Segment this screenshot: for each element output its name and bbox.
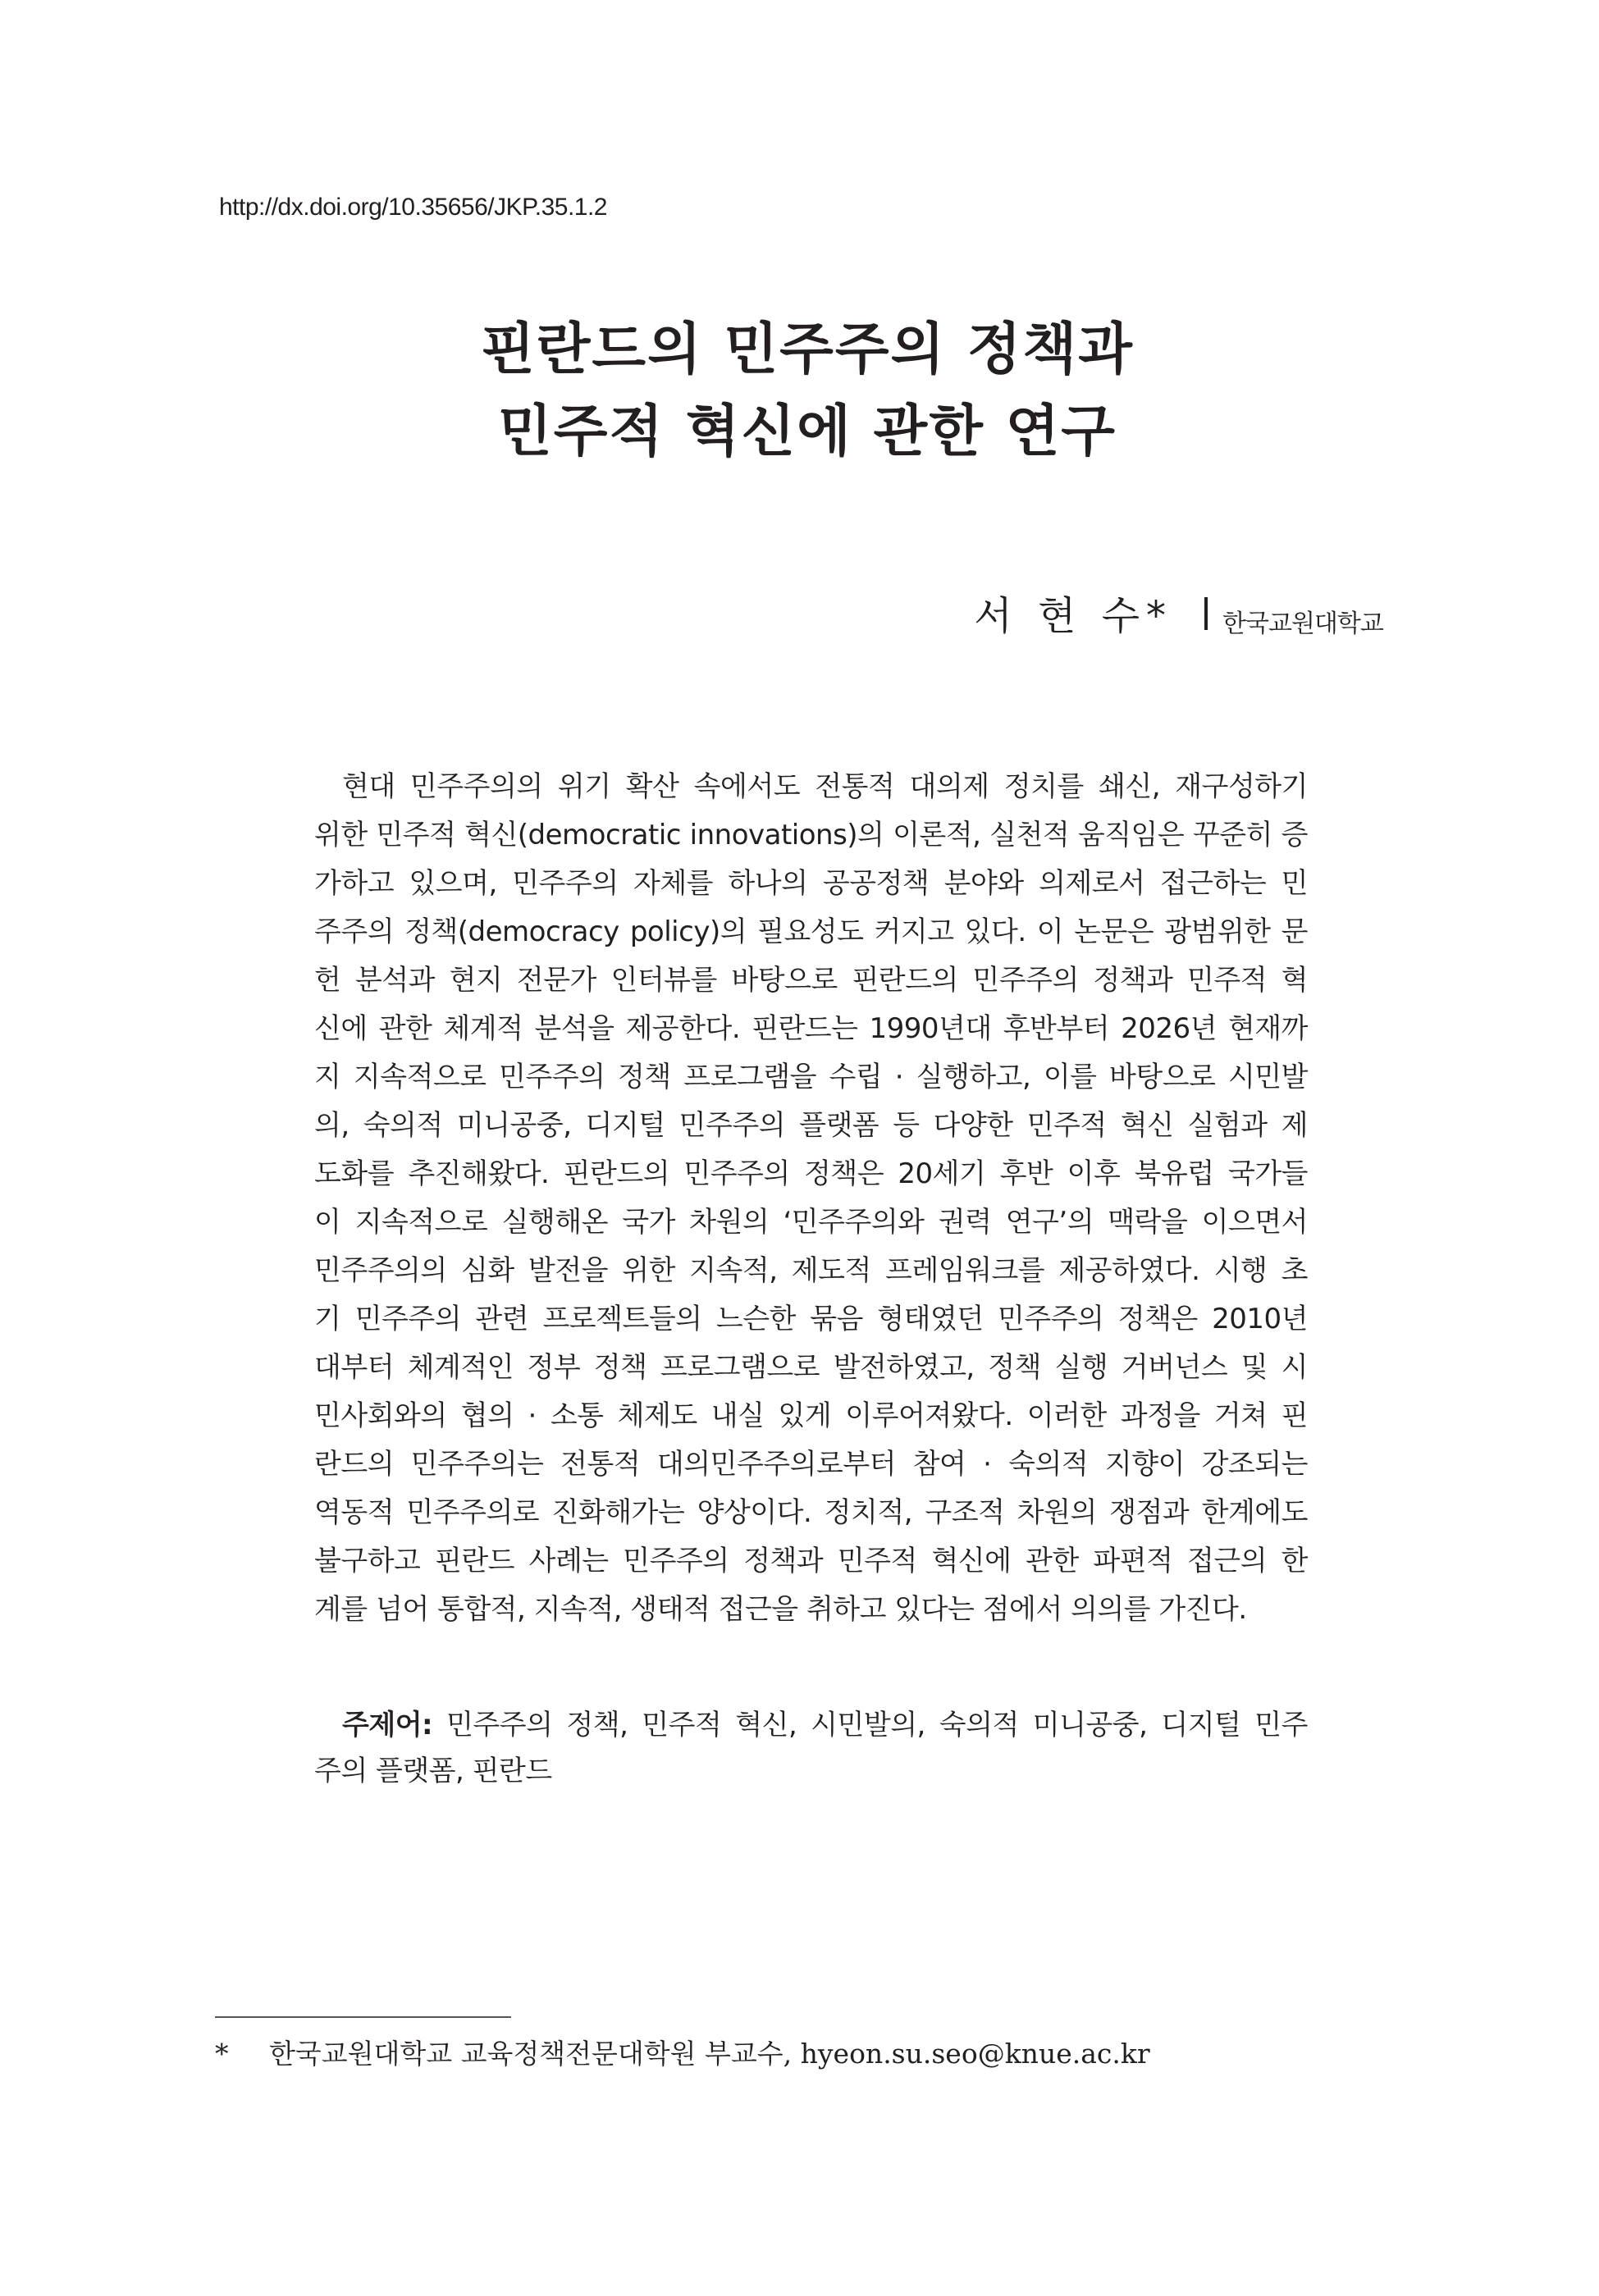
author-name: 서 현 수* [974, 593, 1172, 639]
abstract-line: 헌 분석과 현지 전문가 인터뷰를 바탕으로 핀란드의 민주주의 정책과 민주적 혁 [314, 964, 1308, 997]
keywords-text-2: 주의 플랫폼, 핀란드 [314, 1755, 552, 1787]
abstract-line: 지 지속적으로 민주주의 정책 프로그램을 수립 · 실행하고, 이를 바탕으로 시민발 [314, 1061, 1308, 1093]
keywords [314, 1702, 1308, 1794]
abstract-line: 주주의 정책(democracy policy)의 필요성도 커지고 있다. 이 논문은 광범위한 문 [314, 915, 1308, 948]
abstract-line: 이 지속적으로 실행해온 국가 차원의 ‘민주주의와 권력 연구’의 맥락을 이으면서 [314, 1206, 1308, 1239]
abstract [314, 763, 1308, 1634]
paper-title-line-1: 핀란드의 민주주의 정책과 [481, 317, 1134, 382]
abstract-line: 역동적 민주주의로 진화해가는 양상이다. 정치적, 구조적 차원의 쟁점과 한계에도 [314, 1496, 1308, 1529]
abstract-line: 현대 민주주의의 위기 확산 속에서도 전통적 대의제 정치를 쇄신, 재구성하기 [342, 770, 1308, 803]
keywords-text-1: 민주주의 정책, 민주적 혁신, 시민발의, 숙의적 미니공중, 디지털 민주 [446, 1709, 1308, 1741]
abstract-line: 불구하고 핀란드 사례는 민주주의 정책과 민주적 혁신에 관한 파편적 접근의 한 [314, 1545, 1308, 1577]
abstract-line: 민사회와의 협의 · 소통 체제도 내실 있게 이루어져왔다. 이러한 과정을 거쳐 핀 [314, 1399, 1308, 1432]
abstract-line: 기 민주주의 관련 프로젝트들의 느슨한 묶음 형태였던 민주주의 정책은 2010년 [314, 1303, 1308, 1335]
footnote-divider [215, 2016, 511, 2018]
footnote-text: 한국교원대학교 교육정책전문대학원 부교수, hyeon.su.seo@knue.ac.kr [269, 2038, 1150, 2070]
abstract-line: 위한 민주적 혁신(democratic innovations)의 이론적, 실천적 움직임은 꾸준히 증 [314, 819, 1308, 851]
author-separator [1204, 597, 1208, 630]
abstract-line: 도화를 추진해왔다. 핀란드의 민주주의 정책은 20세기 후반 이후 북유럽 국가들 [314, 1157, 1308, 1190]
keywords-line-1 [314, 1702, 1308, 1748]
paper-title-line-2: 민주적 혁신에 관한 연구 [498, 399, 1117, 464]
doi-link[interactable]: http://dx.doi.org/10.35656/JKP.35.1.2 [219, 194, 607, 221]
footnote-mark: * [215, 2038, 229, 2070]
abstract-line: 계를 넘어 통합적, 지속적, 생태적 접근을 취하고 있다는 점에서 의의를 가진다. [314, 1593, 1247, 1626]
abstract-line: 대부터 체계적인 정부 정책 프로그램으로 발전하였고, 정책 실행 거버넌스 및 시 [314, 1351, 1308, 1384]
footnote [215, 2033, 1150, 2071]
abstract-line: 가하고 있으며, 민주주의 자체를 하나의 공공정책 분야와 의제로서 접근하는 민 [314, 867, 1308, 900]
abstract-line: 신에 관한 체계적 분석을 제공한다. 핀란드는 1990년대 후반부터 2026년 현재까 [314, 1012, 1308, 1045]
abstract-line: 민주주의의 심화 발전을 위한 지속적, 제도적 프레임워크를 제공하였다. 시행 초 [314, 1254, 1308, 1287]
author-affiliation: 한국교원대학교 [1222, 609, 1383, 638]
keywords-label: 주제어: [342, 1709, 433, 1741]
abstract-line: 란드의 민주주의는 전통적 대의민주주의로부터 참여 · 숙의적 지향이 강조되는 [314, 1448, 1308, 1481]
abstract-line: 의, 숙의적 미니공중, 디지털 민주주의 플랫폼 등 다양한 민주적 혁신 실험과 제 [314, 1109, 1308, 1142]
